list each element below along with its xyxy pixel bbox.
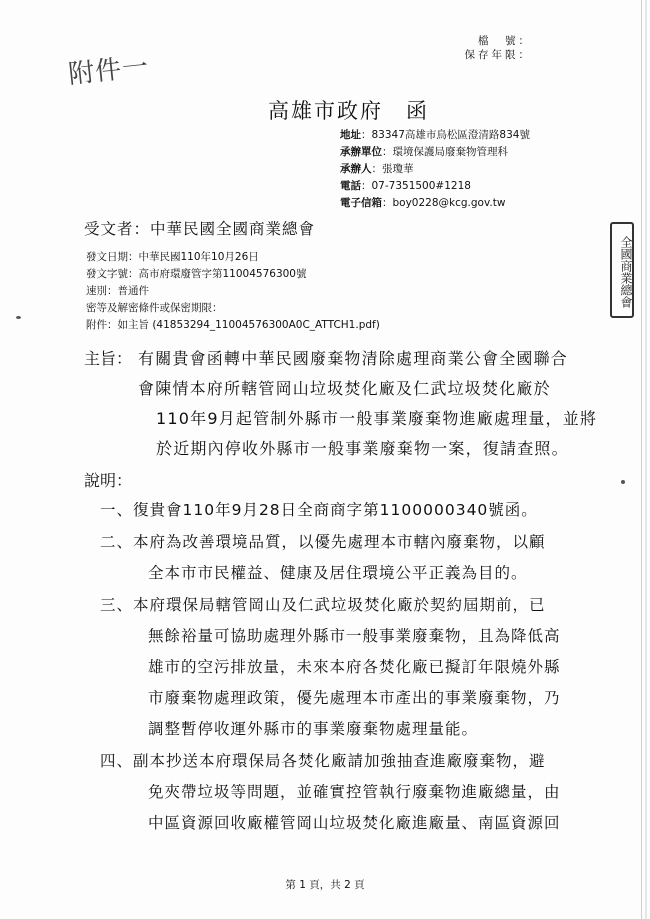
scan-edge-shadow bbox=[645, 0, 647, 919]
sender-phone: 電話：07-7351500#1218 bbox=[340, 180, 471, 192]
attachment: 附件：如主旨 (41853294_11004576300A0C_ATTCH1.pdf) bbox=[86, 319, 380, 331]
item-line: 全本市市民權益、健康及居住環境公平正義為目的。 bbox=[148, 564, 528, 582]
sender-info bbox=[340, 127, 530, 212]
sender-email: 電子信箱：boy0228@kcg.gov.tw bbox=[340, 197, 506, 209]
document-metadata bbox=[86, 249, 380, 334]
sender-unit: 承辦單位：環境保護局廢棄物管理科 bbox=[340, 146, 508, 158]
explanation-label: 說明： bbox=[84, 471, 133, 490]
document-title: 高雄市政府 函 bbox=[268, 99, 429, 123]
document-number: 發文字號：高市府環廢管字第11004576300號 bbox=[86, 268, 307, 280]
subject-line: 會陳情本府所轄管岡山垃圾焚化廠及仁武垃圾焚化廠於 bbox=[138, 379, 551, 398]
subject-label: 主旨： bbox=[84, 349, 133, 368]
item-line: 三、本府環保局轄管岡山及仁武垃圾焚化廠於契約屆期前，已 bbox=[100, 596, 546, 614]
item-line: 四、副本抄送本府環保局各焚化廠請加強抽查進廠廢棄物，避 bbox=[100, 752, 546, 770]
file-number-label: 檔 號： bbox=[478, 35, 532, 47]
subject-line: 110年9月起管制外縣市一般事業廢棄物進廠處理量，並將 bbox=[156, 409, 598, 428]
item-line: 無餘裕量可協助處理外縣市一般事業廢棄物，且為降低高 bbox=[148, 627, 561, 645]
item-line: 免夾帶垃圾等問題，並確實控管執行廢棄物進廠總量，由 bbox=[148, 783, 561, 801]
sender-contact-person: 承辦人：張瓊華 bbox=[340, 163, 414, 175]
issue-date: 發文日期：中華民國110年10月26日 bbox=[86, 251, 259, 263]
item-line: 一、復貴會110年9月28日全商商字第1100000340號函。 bbox=[100, 501, 538, 519]
scan-speck bbox=[621, 480, 625, 484]
scan-speck bbox=[16, 316, 21, 319]
sender-address: 地址：83347高雄市鳥松區澄清路834號 bbox=[340, 129, 530, 141]
subject-line: 有關貴會函轉中華民國廢棄物清除處理商業公會全國聯合 bbox=[138, 349, 569, 368]
item-line: 雄市的空污排放量，未來本府各焚化廠已擬訂年限燒外縣 bbox=[148, 658, 561, 676]
recipient: 受文者：中華民國全國商業總會 bbox=[84, 220, 316, 238]
urgency: 速別：普通件 bbox=[86, 285, 149, 297]
retention-period-label: 保存年限： bbox=[464, 49, 532, 61]
scan-edge-line bbox=[641, 0, 642, 919]
page-footer: 第 1 頁，共 2 頁 bbox=[285, 879, 365, 891]
archive-block bbox=[465, 34, 533, 62]
received-stamp: 全國商業總會 bbox=[610, 222, 634, 318]
confidentiality: 密等及解密條件或保密期限： bbox=[86, 302, 223, 314]
subject-line: 於近期內停收外縣市一般事業廢棄物一案，復請查照。 bbox=[156, 439, 569, 458]
item-line: 市廢棄物處理政策，優先處理本市產出的事業廢棄物，乃 bbox=[148, 689, 561, 707]
item-line: 中區資源回收廠權管岡山垃圾焚化廠進廠量、南區資源回 bbox=[148, 814, 561, 832]
item-line: 二、本府為改善環境品質，以優先處理本市轄內廢棄物，以顧 bbox=[100, 533, 546, 551]
item-line: 調整暫停收運外縣市的事業廢棄物處理量能。 bbox=[148, 720, 479, 738]
handwritten-annotation: 附件一 bbox=[66, 51, 151, 91]
